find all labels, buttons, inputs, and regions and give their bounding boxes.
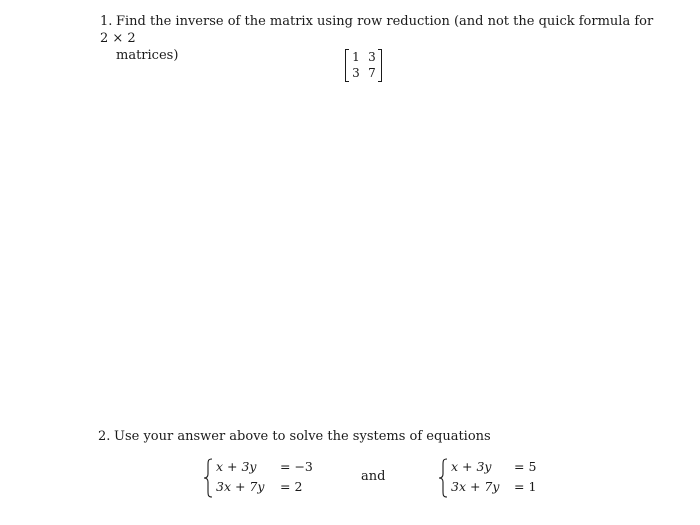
system-1-equation-2 xyxy=(216,479,303,495)
system-2-equation-1-lhs: x + 3y xyxy=(451,459,492,474)
system-1-equation-1 xyxy=(216,459,313,475)
matrix-cell-2-2: 7 xyxy=(368,66,376,80)
matrix-right-bracket xyxy=(378,49,382,82)
system-1-equation-1-rhs: = −3 xyxy=(280,459,313,474)
system-1-equation-1-lhs: x + 3y xyxy=(216,459,257,474)
system-1-equation-2-rhs: = 2 xyxy=(280,479,303,494)
system-2-equation-2-rhs: = 1 xyxy=(514,479,537,494)
problem-2 xyxy=(98,428,658,445)
system-2-equation-2-lhs: 3x + 7y xyxy=(451,479,500,494)
problem-1-text: Find the inverse of the matrix using row reduction (and not the quick formula for 2 × 2 xyxy=(100,14,654,46)
system-2-equation-1 xyxy=(451,459,537,475)
and-connector: and xyxy=(361,469,386,484)
matrix-cell-1-2: 3 xyxy=(368,50,376,64)
left-brace-icon xyxy=(203,458,213,498)
matrix-cell-2-1: 3 xyxy=(352,66,360,80)
problem-2-text: Use your answer above to solve the systems of equations xyxy=(114,429,491,444)
system-of-equations-2 xyxy=(438,458,558,498)
system-1-equation-2-lhs: 3x + 7y xyxy=(216,479,265,494)
problem-2-number: 2. xyxy=(98,429,111,444)
problem-1-line-1 xyxy=(100,13,660,47)
left-brace-icon xyxy=(438,458,448,498)
system-of-equations-1 xyxy=(203,458,323,498)
matrix xyxy=(345,49,382,82)
matrix-left-bracket xyxy=(345,49,349,82)
matrix-cell-1-1: 1 xyxy=(352,50,360,64)
system-2-equation-2 xyxy=(451,479,537,495)
problem-1-line-2: matrices) xyxy=(116,48,179,63)
system-2-equation-1-rhs: = 5 xyxy=(514,459,537,474)
problem-1-number: 1. xyxy=(100,14,113,29)
